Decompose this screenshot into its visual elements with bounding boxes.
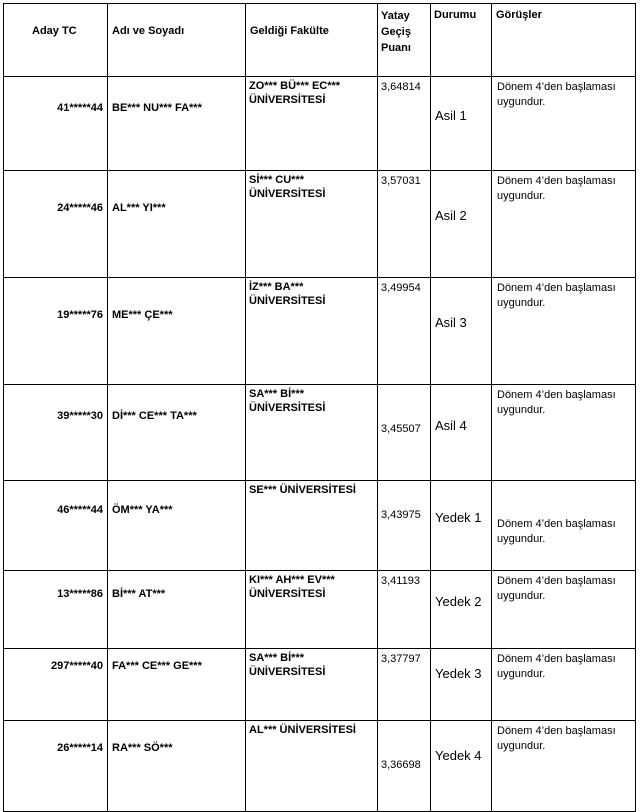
cell-name: [108, 385, 246, 481]
cell-status: [431, 77, 492, 171]
candidate-name: BE*** NU*** FA***: [112, 102, 202, 114]
cell-notes: [492, 278, 636, 385]
header-row: [4, 4, 636, 77]
header-faculty: Geldiği Fakülte: [246, 4, 378, 77]
transfer-score: 3,43975: [381, 509, 421, 521]
cell-score: [378, 385, 431, 481]
status-value: Asil 3: [435, 315, 467, 330]
cell-name: [108, 481, 246, 571]
cell-score: [378, 649, 431, 721]
note-line2: uygundur.: [497, 590, 546, 602]
status-value: Asil 4: [435, 418, 467, 433]
cell-tc: [4, 649, 108, 721]
cell-status: [431, 385, 492, 481]
faculty-line2: ÜNİVERSİTESİ: [249, 666, 326, 678]
note-line1: Dönem 4’den başlaması: [497, 725, 616, 737]
header-score-line1: Yatay: [381, 10, 410, 22]
candidate-name: AL*** YI***: [112, 202, 166, 214]
candidate-name: ÖM*** YA***: [112, 504, 173, 516]
cell-faculty: [246, 77, 378, 171]
cell-status: [431, 481, 492, 571]
table-row: [4, 571, 636, 649]
note-line1: Dönem 4’den başlaması: [497, 282, 616, 294]
candidate-tc: 39*****30: [57, 410, 103, 422]
transfer-score: 3,57031: [381, 175, 421, 187]
header-name: Adı ve Soyadı: [108, 4, 246, 77]
transfer-score: 3,41193: [381, 575, 420, 587]
note-line2: uygundur.: [497, 297, 546, 309]
candidate-tc: 26*****14: [57, 742, 103, 754]
candidate-tc: 46*****44: [57, 504, 103, 516]
cell-status: [431, 571, 492, 649]
cell-faculty: [246, 278, 378, 385]
faculty-line1: SE*** ÜNİVERSİTESİ: [249, 484, 356, 496]
cell-notes: [492, 649, 636, 721]
cell-notes: [492, 721, 636, 812]
table-row: [4, 649, 636, 721]
cell-name: [108, 721, 246, 812]
transfer-score: 3,64814: [381, 81, 421, 93]
note-line1: Dönem 4’den başlaması: [497, 175, 616, 187]
cell-notes: [492, 77, 636, 171]
cell-tc: [4, 278, 108, 385]
note-line1: Dönem 4’den başlaması: [497, 81, 616, 93]
transfer-score: 3,37797: [381, 653, 421, 665]
faculty-line1: Sİ*** CU***: [249, 174, 305, 186]
cell-score: [378, 278, 431, 385]
note-line2: uygundur.: [497, 533, 546, 545]
cell-status: [431, 649, 492, 721]
status-value: Yedek 4: [435, 748, 482, 763]
header-tc: Aday TC: [4, 4, 108, 77]
cell-faculty: [246, 481, 378, 571]
cell-notes: [492, 481, 636, 571]
candidate-name: Bİ*** AT***: [112, 588, 166, 600]
status-value: Yedek 2: [435, 594, 482, 609]
table-row: [4, 721, 636, 812]
cell-score: [378, 571, 431, 649]
header-score-line3: Puanı: [381, 42, 411, 54]
cell-score: [378, 481, 431, 571]
header-score: [378, 4, 431, 77]
faculty-line1: KI*** AH*** EV***: [249, 574, 335, 586]
cell-status: [431, 171, 492, 278]
status-value: Yedek 3: [435, 666, 482, 681]
candidate-tc: 24*****46: [57, 202, 103, 214]
faculty-line2: ÜNİVERSİTESİ: [249, 94, 326, 106]
header-status: Durumu: [431, 4, 492, 77]
cell-status: [431, 721, 492, 812]
cell-notes: [492, 171, 636, 278]
cell-tc: [4, 481, 108, 571]
faculty-line2: ÜNİVERSİTESİ: [249, 402, 326, 414]
faculty-line1: AL*** ÜNİVERSİTESİ: [249, 724, 356, 736]
cell-score: [378, 721, 431, 812]
candidate-tc: 19*****76: [57, 309, 103, 321]
note-line1: Dönem 4’den başlaması: [497, 575, 616, 587]
faculty-line1: ZO*** BÜ*** EC***: [249, 80, 341, 92]
candidate-name: ME*** ÇE***: [112, 309, 173, 321]
note-line1: Dönem 4’den başlaması: [497, 389, 616, 401]
cell-name: [108, 278, 246, 385]
table-row: [4, 171, 636, 278]
cell-name: [108, 171, 246, 278]
cell-faculty: [246, 571, 378, 649]
cell-tc: [4, 571, 108, 649]
cell-name: [108, 571, 246, 649]
transfer-score: 3,45507: [381, 423, 421, 435]
cell-faculty: [246, 385, 378, 481]
cell-name: [108, 649, 246, 721]
cell-notes: [492, 385, 636, 481]
transfer-score: 3,36698: [381, 759, 421, 771]
candidate-tc: 41*****44: [57, 102, 103, 114]
faculty-line1: SA*** Bİ***: [249, 388, 305, 400]
faculty-line2: ÜNİVERSİTESİ: [249, 295, 326, 307]
faculty-line1: SA*** Bİ***: [249, 652, 305, 664]
header-score-line2: Geçiş: [381, 26, 411, 38]
status-value: Asil 1: [435, 108, 467, 123]
note-line1: Dönem 4’den başlaması: [497, 653, 616, 665]
transfer-results-table: [3, 3, 636, 812]
note-line1: Dönem 4’den başlaması: [497, 518, 616, 530]
cell-tc: [4, 385, 108, 481]
table-row: [4, 278, 636, 385]
note-line2: uygundur.: [497, 668, 546, 680]
candidate-name: FA*** CE*** GE***: [112, 660, 202, 672]
cell-tc: [4, 721, 108, 812]
table-row: [4, 385, 636, 481]
status-value: Asil 2: [435, 208, 467, 223]
cell-tc: [4, 77, 108, 171]
table-row: [4, 77, 636, 171]
table-row: [4, 481, 636, 571]
candidate-name: RA*** SÖ***: [112, 742, 173, 754]
status-value: Yedek 1: [435, 510, 482, 525]
header-notes: Görüşler: [492, 4, 636, 77]
faculty-line2: ÜNİVERSİTESİ: [249, 588, 326, 600]
cell-name: [108, 77, 246, 171]
candidate-tc: 13*****86: [57, 588, 103, 600]
cell-score: [378, 77, 431, 171]
cell-notes: [492, 571, 636, 649]
candidate-name: Dİ*** CE*** TA***: [112, 410, 197, 422]
cell-faculty: [246, 171, 378, 278]
cell-tc: [4, 171, 108, 278]
note-line2: uygundur.: [497, 404, 546, 416]
cell-status: [431, 278, 492, 385]
transfer-score: 3,49954: [381, 282, 421, 294]
cell-score: [378, 171, 431, 278]
note-line2: uygundur.: [497, 190, 546, 202]
note-line2: uygundur.: [497, 96, 546, 108]
faculty-line1: İZ*** BA***: [249, 281, 304, 293]
note-line2: uygundur.: [497, 740, 546, 752]
cell-faculty: [246, 721, 378, 812]
candidate-tc: 297*****40: [51, 660, 103, 672]
cell-faculty: [246, 649, 378, 721]
faculty-line2: ÜNİVERSİTESİ: [249, 188, 326, 200]
